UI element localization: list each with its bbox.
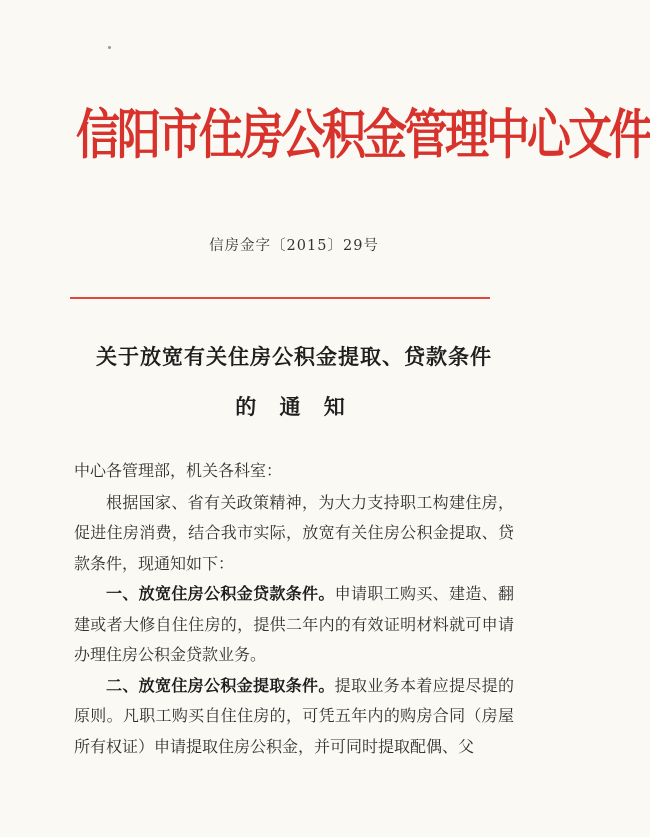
document-title-line-1: 关于放宽有关住房公积金提取、贷款条件 — [96, 344, 492, 369]
addressee: 中心各管理部，机关各科室： — [74, 461, 283, 480]
section-1-text: 申请职工购买、建造、翻建或者大修自住住房的，提供二年内的有效证明材料就可申请办理住房公积金贷款业务。 — [74, 584, 514, 664]
section-2-text: 提取业务本着应提尽提的原则。凡职工购买自住住房的，可凭五年内的购房合同（房屋所有权证）申请提取住房公积金，并可同时提取配偶、父 — [74, 675, 514, 756]
section-1-heading: 一、放宽住房公积金贷款条件。 — [106, 584, 335, 603]
section-2-heading: 二、放宽住房公积金提取条件。 — [106, 675, 335, 695]
issuer-header: 信阳市住房公积金管理中心文件 — [76, 104, 650, 167]
red-divider-rule — [70, 297, 490, 299]
document-title-line-2: 的 通 知 — [235, 394, 353, 419]
document-number: 信房金字〔2015〕29号 — [209, 238, 379, 254]
intro-paragraph: 根据国家、省有关政策精神，为大力支持职工构建住房，促进住房消费，结合我市实际，放宽有关住房公积金提取、贷款条件，现通知如下： — [74, 492, 514, 573]
section-2-paragraph — [74, 671, 514, 763]
section-1-paragraph — [74, 579, 514, 671]
document-body — [74, 456, 514, 762]
paper-speck — [108, 46, 111, 49]
